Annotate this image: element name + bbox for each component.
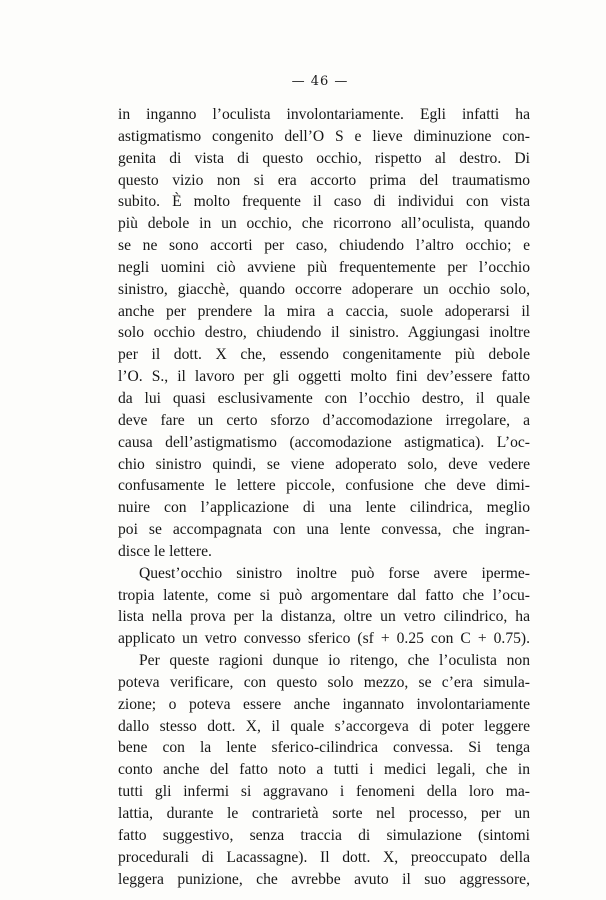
text-line: da lui quasi esclusivamente con l’occhio destro, il quale bbox=[118, 389, 530, 407]
text-line: in inganno l’oculista involontariamente. Egli infatti ha bbox=[118, 106, 530, 123]
paragraph-2 bbox=[118, 563, 530, 650]
text-line: poi se accompagnata con una lente convessa, che ingran- bbox=[118, 521, 530, 539]
text-line: nuire con l’applicazione di una lente cilindrica, meglio bbox=[118, 499, 530, 517]
text-line: lattia, durante le contrarietà sorte nel processo, per un bbox=[118, 805, 530, 822]
text-line: bene con la lente sferico-cilindrica convessa. Si tenga bbox=[118, 739, 530, 757]
text-line: causa dell’astigmatismo (accomodazione astigmatica). L’oc- bbox=[118, 433, 530, 451]
text-line: dallo stesso dott. X, il quale s’accorgeva di poter leggere bbox=[118, 717, 530, 735]
text-line: procedurali di Lacassagne). Il dott. X, preoccupato della bbox=[118, 848, 530, 866]
text-line: per il dott. X che, essendo congenitamente più debole bbox=[118, 346, 530, 364]
text-line: anche per prendere la mira a caccia, suole adoperarsi il bbox=[118, 302, 530, 320]
text-line: applicato un vetro convesso sferico (sf + 0.25 con C + 0.75). bbox=[118, 630, 530, 648]
text-line: poteva verificare, con questo solo mezzo, se c’era simula- bbox=[118, 673, 530, 691]
text-line: genita di vista di questo occhio, rispetto al destro. Di bbox=[118, 149, 530, 167]
text-line: chio sinistro quindi, se viene adoperato solo, deve vedere bbox=[118, 455, 530, 473]
text-line: deve fare un certo sforzo d’accomodazione irregolare, a bbox=[118, 411, 530, 429]
body-text bbox=[118, 104, 530, 890]
text-line: tropia latente, come si può argomentare dal fatto che l’ocu- bbox=[118, 586, 530, 604]
text-line: più debole in un occhio, che ricorrono all’oculista, quando bbox=[118, 215, 530, 233]
text-line: se ne sono accorti per caso, chiudendo l’altro occhio; e bbox=[118, 237, 530, 255]
text-line: disce le lettere. bbox=[118, 542, 212, 560]
text-line: astigmatismo congenito dell’O S e lieve diminuzione con- bbox=[118, 127, 530, 145]
text-line: zione; o poteva essere anche ingannato involontariamente bbox=[118, 695, 530, 713]
page-number: — 46 — bbox=[291, 74, 349, 89]
text-line: l’O. S., il lavoro per gli oggetti molto fini dev’essere fatto bbox=[118, 368, 530, 386]
paragraph-1 bbox=[118, 104, 530, 563]
text-line: leggera punizione, che avrebbe avuto il suo aggressore, bbox=[118, 870, 530, 888]
text-line: lista nella prova per la distanza, oltre un vetro cilindrico, ha bbox=[118, 608, 530, 626]
text-line: solo occhio destro, chiudendo il sinistro. Aggiungasi inoltre bbox=[118, 324, 530, 342]
text-line: Quest’occhio sinistro inoltre può forse avere iperme- bbox=[139, 564, 530, 582]
text-line: fatto suggestivo, senza traccia di simulazione (sintomi bbox=[118, 826, 530, 844]
text-line: negli uomini ciò avviene più frequentemente per l’occhio bbox=[118, 258, 530, 276]
text-line: tutti gli infermi si aggravano i fenomeni della loro ma- bbox=[118, 783, 530, 801]
text-line: subito. È molto frequente il caso di individui con vista bbox=[118, 193, 530, 211]
text-line: questo vizio non si era accorto prima del traumatismo bbox=[118, 171, 530, 189]
text-line: confusamente le lettere piccole, confusione che deve dimi- bbox=[118, 477, 530, 495]
text-line: Per queste ragioni dunque io ritengo, che l’oculista non bbox=[139, 652, 530, 670]
text-line: sinistro, giacchè, quando occorre adoperare un occhio solo, bbox=[118, 280, 530, 298]
paragraph-3 bbox=[118, 650, 530, 890]
text-line: conto anche del fatto noto a tutti i medici legali, che in bbox=[118, 761, 530, 779]
